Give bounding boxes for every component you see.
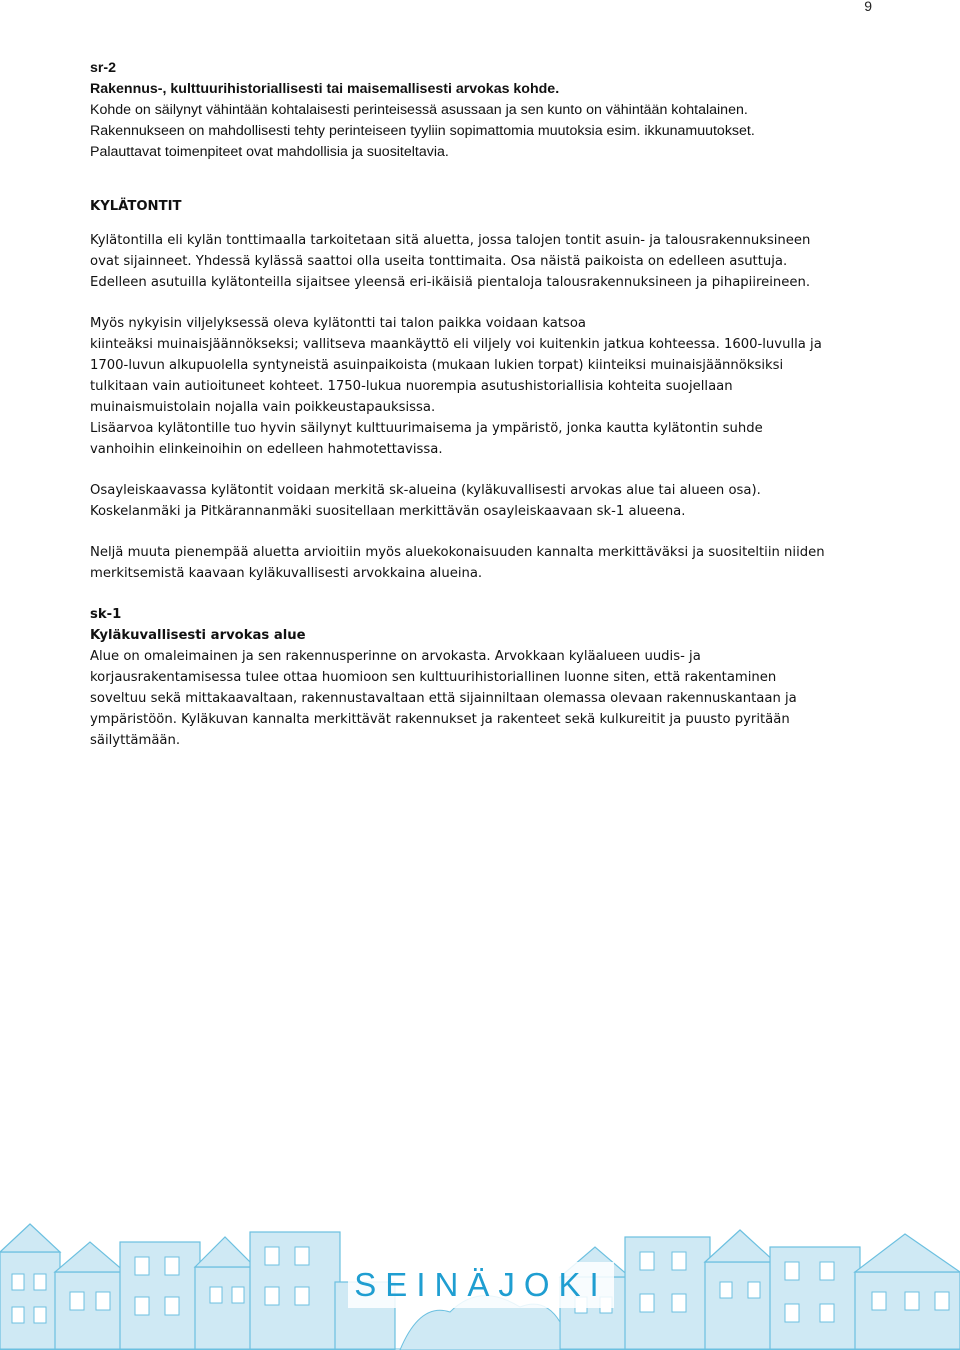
section-title-sr2: Rakennus-, kulttuurihistoriallisesti tai maisemallisesti arvokas kohde.: [90, 81, 560, 97]
sk1-line: korjausrakentamisessa tulee ottaa huomioon sen kulttuurihistoriallinen luonne siten, että rakentaminen: [90, 670, 777, 685]
section-code-sr2: sr-2: [90, 60, 117, 76]
sr2-line: Palauttavat toimenpiteet ovat mahdollisia ja suositeltavia.: [90, 144, 449, 160]
paragraph-line: Neljä muuta pienempää aluetta arvioitiin myös aluekokonaisuuden kannalta merkittäväksi ja suositeltiin niiden: [90, 545, 825, 560]
logo-text: SEINÄJOKI: [354, 1266, 608, 1303]
section-code-sk1: sk-1: [90, 607, 122, 622]
seinajoki-logo: [348, 1262, 614, 1308]
paragraph-line: muinaismuistolain nojalla vain poikkeustapauksissa.: [90, 400, 436, 415]
sk1-line: Alue on omaleimainen ja sen rakennusperinne on arvokasta. Arvokkaan kyläalueen uudis- ja: [90, 649, 701, 664]
paragraph-line: tulkitaan vain autioituneet kohteet. 1750-lukua nuorempia asutushistoriallisia kohteita suojellaan: [90, 379, 733, 394]
paragraph-line: merkitsemistä kaavaan kyläkuvallisesti arvokkaina alueina.: [90, 566, 483, 581]
page-number: 9: [864, 0, 872, 14]
sk1-line: säilyttämään.: [90, 733, 181, 748]
paragraph-line: Koskelanmäki ja Pitkärannanmäki suositellaan merkittävän osayleiskaavaan sk-1 alueena.: [90, 504, 686, 519]
sk1-line: soveltuu sekä mittakaavaltaan, rakennustavaltaan että sijainniltaan olemassa olevaan rakennuskantaan ja: [90, 691, 797, 706]
paragraph-line: 1700-luvun alkupuolella syntyneistä asuinpaikoista (mukaan lukien torpat) kiinteiksi muinaisjäännöksiksi: [90, 358, 784, 373]
paragraph-line: kiinteäksi muinaisjäännökseksi; vallitseva maankäyttö eli viljely voi kuitenkin jatkua kohteessa. 1600-luvulla ja: [90, 337, 822, 352]
paragraph-line: Lisäarvoa kylätontille tuo hyvin säilynyt kulttuurimaisema ja ympäristö, jonka kautta kylätontin suhde: [90, 421, 763, 436]
paragraph-line: Edelleen asutuilla kylätonteilla sijaitsee yleensä eri-ikäisiä pientaloja talousrakennuksineen ja pihapiireineen.: [90, 275, 811, 290]
paragraph-line: ovat sijainneet. Yhdessä kylässä saattoi olla useita tonttimaita. Osa näistä paikoista on edelleen asuttuja.: [90, 254, 788, 269]
paragraph-line: Kylätontilla eli kylän tonttimaalla tarkoitetaan sitä aluetta, jossa talojen tontit asuin- ja talousrakennuksineen: [90, 233, 811, 248]
document-body: [90, 58, 880, 751]
heading-kylatontit: KYLÄTONTIT: [90, 199, 182, 214]
paragraph-line: Myös nykyisin viljelyksessä oleva kylätontti tai talon paikka voidaan katsoa: [90, 316, 587, 331]
section-title-sk1: Kyläkuvallisesti arvokas alue: [90, 628, 306, 643]
sr2-line: Kohde on säilynyt vähintään kohtalaisesti perinteisessä asussaan ja sen kunto on vähintään kohtalainen.: [90, 102, 748, 118]
paragraph-line: vanhoihin elinkeinoihin on edelleen hahmotettavissa.: [90, 442, 443, 457]
sk1-line: ympäristöön. Kyläkuvan kannalta merkittävät rakennukset ja rakenteet sekä kulkureitit ja puusto pyritään: [90, 712, 790, 727]
sr2-line: Rakennukseen on mahdollisesti tehty perinteiseen tyyliin sopimattomia muutoksia esim. ikkunamuutokset.: [90, 123, 755, 139]
paragraph-line: Osayleiskaavassa kylätontit voidaan merkitä sk-alueina (kyläkuvallisesti arvokas alue tai alueen osa).: [90, 483, 761, 498]
